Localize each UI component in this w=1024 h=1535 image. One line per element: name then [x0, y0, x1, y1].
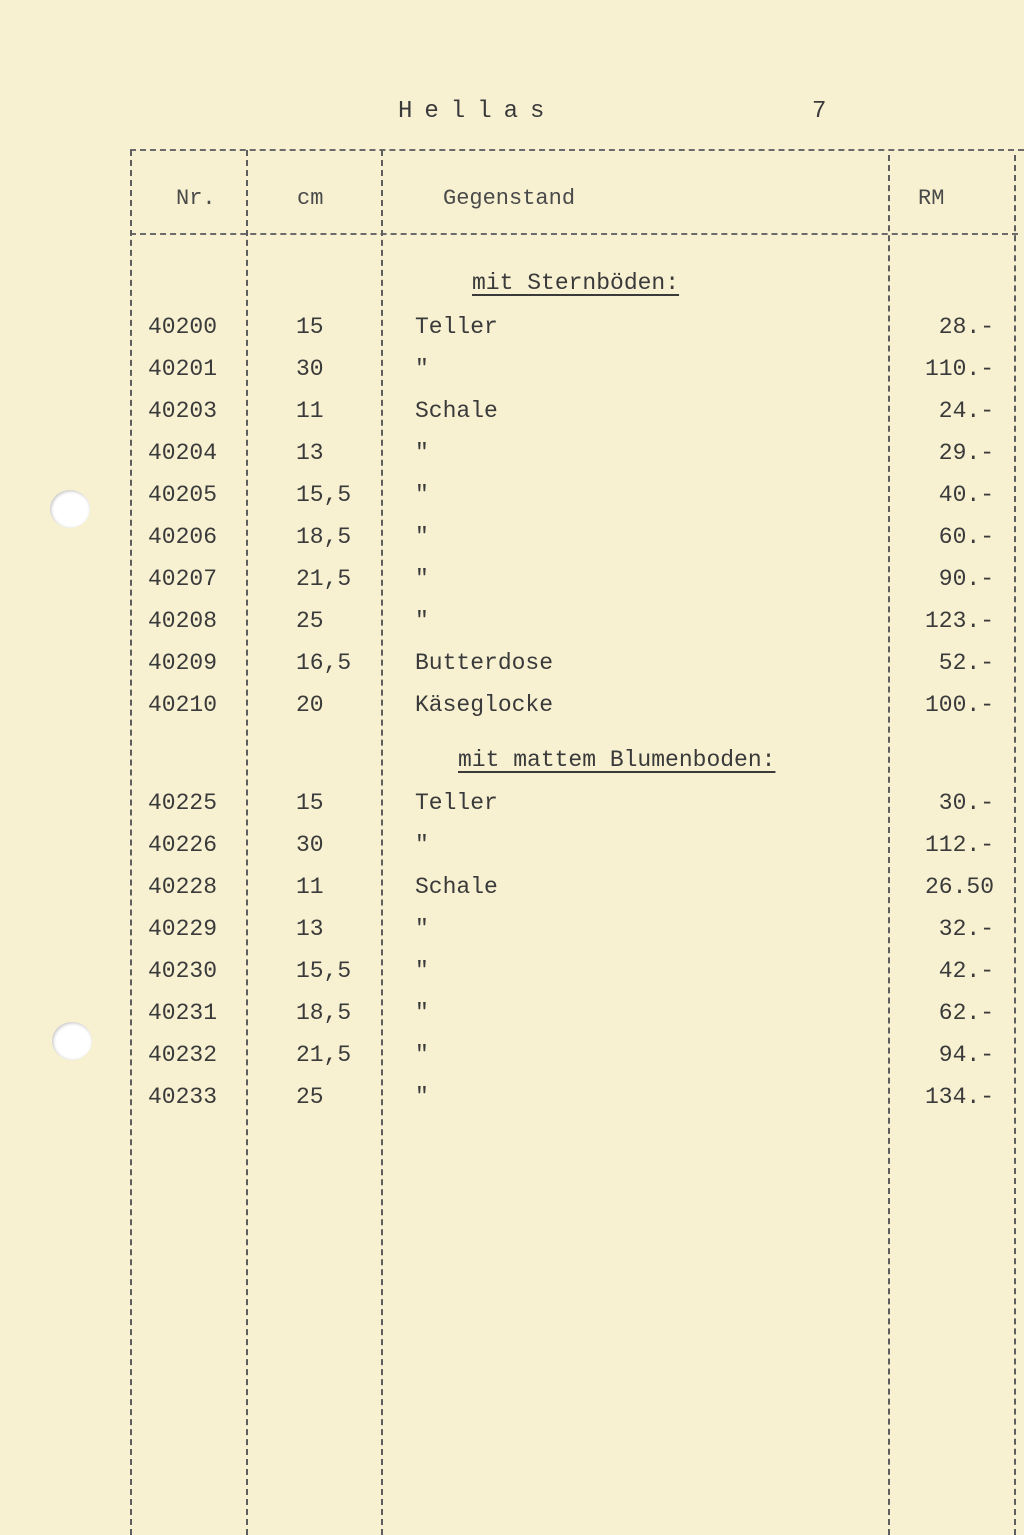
cell-cm: 11 — [296, 398, 324, 424]
cell-cm: 18,5 — [296, 524, 352, 550]
column-header-price: RM — [918, 186, 945, 211]
cell-price: 29.- — [938, 440, 994, 466]
cell-price: 26.50 — [924, 874, 994, 900]
cell-cm: 21,5 — [296, 566, 352, 592]
cell-item: " — [415, 958, 429, 984]
table-row — [0, 439, 1024, 481]
cell-cm: 25 — [296, 608, 324, 634]
cell-item: " — [415, 832, 429, 858]
cell-price: 123.- — [924, 608, 994, 634]
cell-cm: 15,5 — [296, 482, 352, 508]
header-bottom-rule — [130, 233, 1018, 235]
cell-item: " — [415, 524, 429, 550]
table-row — [0, 313, 1024, 355]
cell-nr: 40208 — [148, 608, 218, 634]
cell-item: " — [415, 356, 429, 382]
table-row — [0, 355, 1024, 397]
cell-price: 30.- — [938, 790, 994, 816]
cell-cm: 13 — [296, 440, 324, 466]
cell-item: " — [415, 608, 429, 634]
table-row — [0, 789, 1024, 831]
table-row — [0, 915, 1024, 957]
table-row — [0, 565, 1024, 607]
cell-nr: 40230 — [148, 958, 218, 984]
table-row — [0, 1083, 1024, 1125]
cell-price: 62.- — [938, 1000, 994, 1026]
table-row — [0, 873, 1024, 915]
table-row — [0, 649, 1024, 691]
cell-price: 134.- — [924, 1084, 994, 1110]
cell-nr: 40225 — [148, 790, 218, 816]
cell-item: Butterdose — [415, 650, 554, 676]
cell-nr: 40229 — [148, 916, 218, 942]
cell-price: 90.- — [938, 566, 994, 592]
cell-nr: 40204 — [148, 440, 218, 466]
cell-item: " — [415, 482, 429, 508]
cell-item: " — [415, 1084, 429, 1110]
cell-cm: 15 — [296, 790, 324, 816]
cell-nr: 40228 — [148, 874, 218, 900]
cell-nr: 40201 — [148, 356, 218, 382]
cell-cm: 15 — [296, 314, 324, 340]
cell-price: 32.- — [938, 916, 994, 942]
cell-nr: 40205 — [148, 482, 218, 508]
cell-item: Teller — [415, 314, 498, 340]
section-title: mit Sternböden: — [472, 270, 680, 296]
cell-price: 28.- — [938, 314, 994, 340]
table-row — [0, 691, 1024, 733]
table-row — [0, 831, 1024, 873]
column-header-item: Gegenstand — [443, 186, 576, 211]
cell-item: " — [415, 916, 429, 942]
cell-cm: 25 — [296, 1084, 324, 1110]
cell-price: 52.- — [938, 650, 994, 676]
cell-cm: 30 — [296, 832, 324, 858]
cell-item: Schale — [415, 874, 498, 900]
cell-cm: 21,5 — [296, 1042, 352, 1068]
cell-item: Teller — [415, 790, 498, 816]
cell-nr: 40210 — [148, 692, 218, 718]
table-top-rule — [130, 149, 1024, 151]
cell-item: " — [415, 1000, 429, 1026]
cell-cm: 11 — [296, 874, 324, 900]
cell-item: " — [415, 1042, 429, 1068]
section-title: mit mattem Blumenboden: — [458, 747, 776, 773]
cell-nr: 40203 — [148, 398, 218, 424]
table-row — [0, 1041, 1024, 1083]
cell-price: 94.- — [938, 1042, 994, 1068]
table-row — [0, 607, 1024, 649]
page-number: 7 — [812, 98, 827, 125]
cell-nr: 40209 — [148, 650, 218, 676]
page-title: Hellas — [398, 98, 557, 125]
cell-item: " — [415, 566, 429, 592]
table-row — [0, 481, 1024, 523]
cell-price: 24.- — [938, 398, 994, 424]
cell-nr: 40231 — [148, 1000, 218, 1026]
table-row — [0, 523, 1024, 565]
cell-cm: 18,5 — [296, 1000, 352, 1026]
cell-cm: 20 — [296, 692, 324, 718]
cell-nr: 40233 — [148, 1084, 218, 1110]
cell-item: " — [415, 440, 429, 466]
cell-item: Käseglocke — [415, 692, 554, 718]
cell-cm: 16,5 — [296, 650, 352, 676]
cell-nr: 40200 — [148, 314, 218, 340]
cell-price: 40.- — [938, 482, 994, 508]
cell-nr: 40226 — [148, 832, 218, 858]
cell-nr: 40206 — [148, 524, 218, 550]
table-row — [0, 999, 1024, 1041]
cell-cm: 15,5 — [296, 958, 352, 984]
cell-cm: 30 — [296, 356, 324, 382]
cell-price: 112.- — [924, 832, 994, 858]
column-header-cm: cm — [297, 186, 324, 211]
cell-item: Schale — [415, 398, 498, 424]
cell-nr: 40232 — [148, 1042, 218, 1068]
cell-price: 100.- — [924, 692, 994, 718]
cell-price: 60.- — [938, 524, 994, 550]
cell-cm: 13 — [296, 916, 324, 942]
table-row — [0, 957, 1024, 999]
cell-price: 110.- — [924, 356, 994, 382]
cell-price: 42.- — [938, 958, 994, 984]
column-header-nr: Nr. — [176, 186, 216, 211]
table-row — [0, 397, 1024, 439]
cell-nr: 40207 — [148, 566, 218, 592]
